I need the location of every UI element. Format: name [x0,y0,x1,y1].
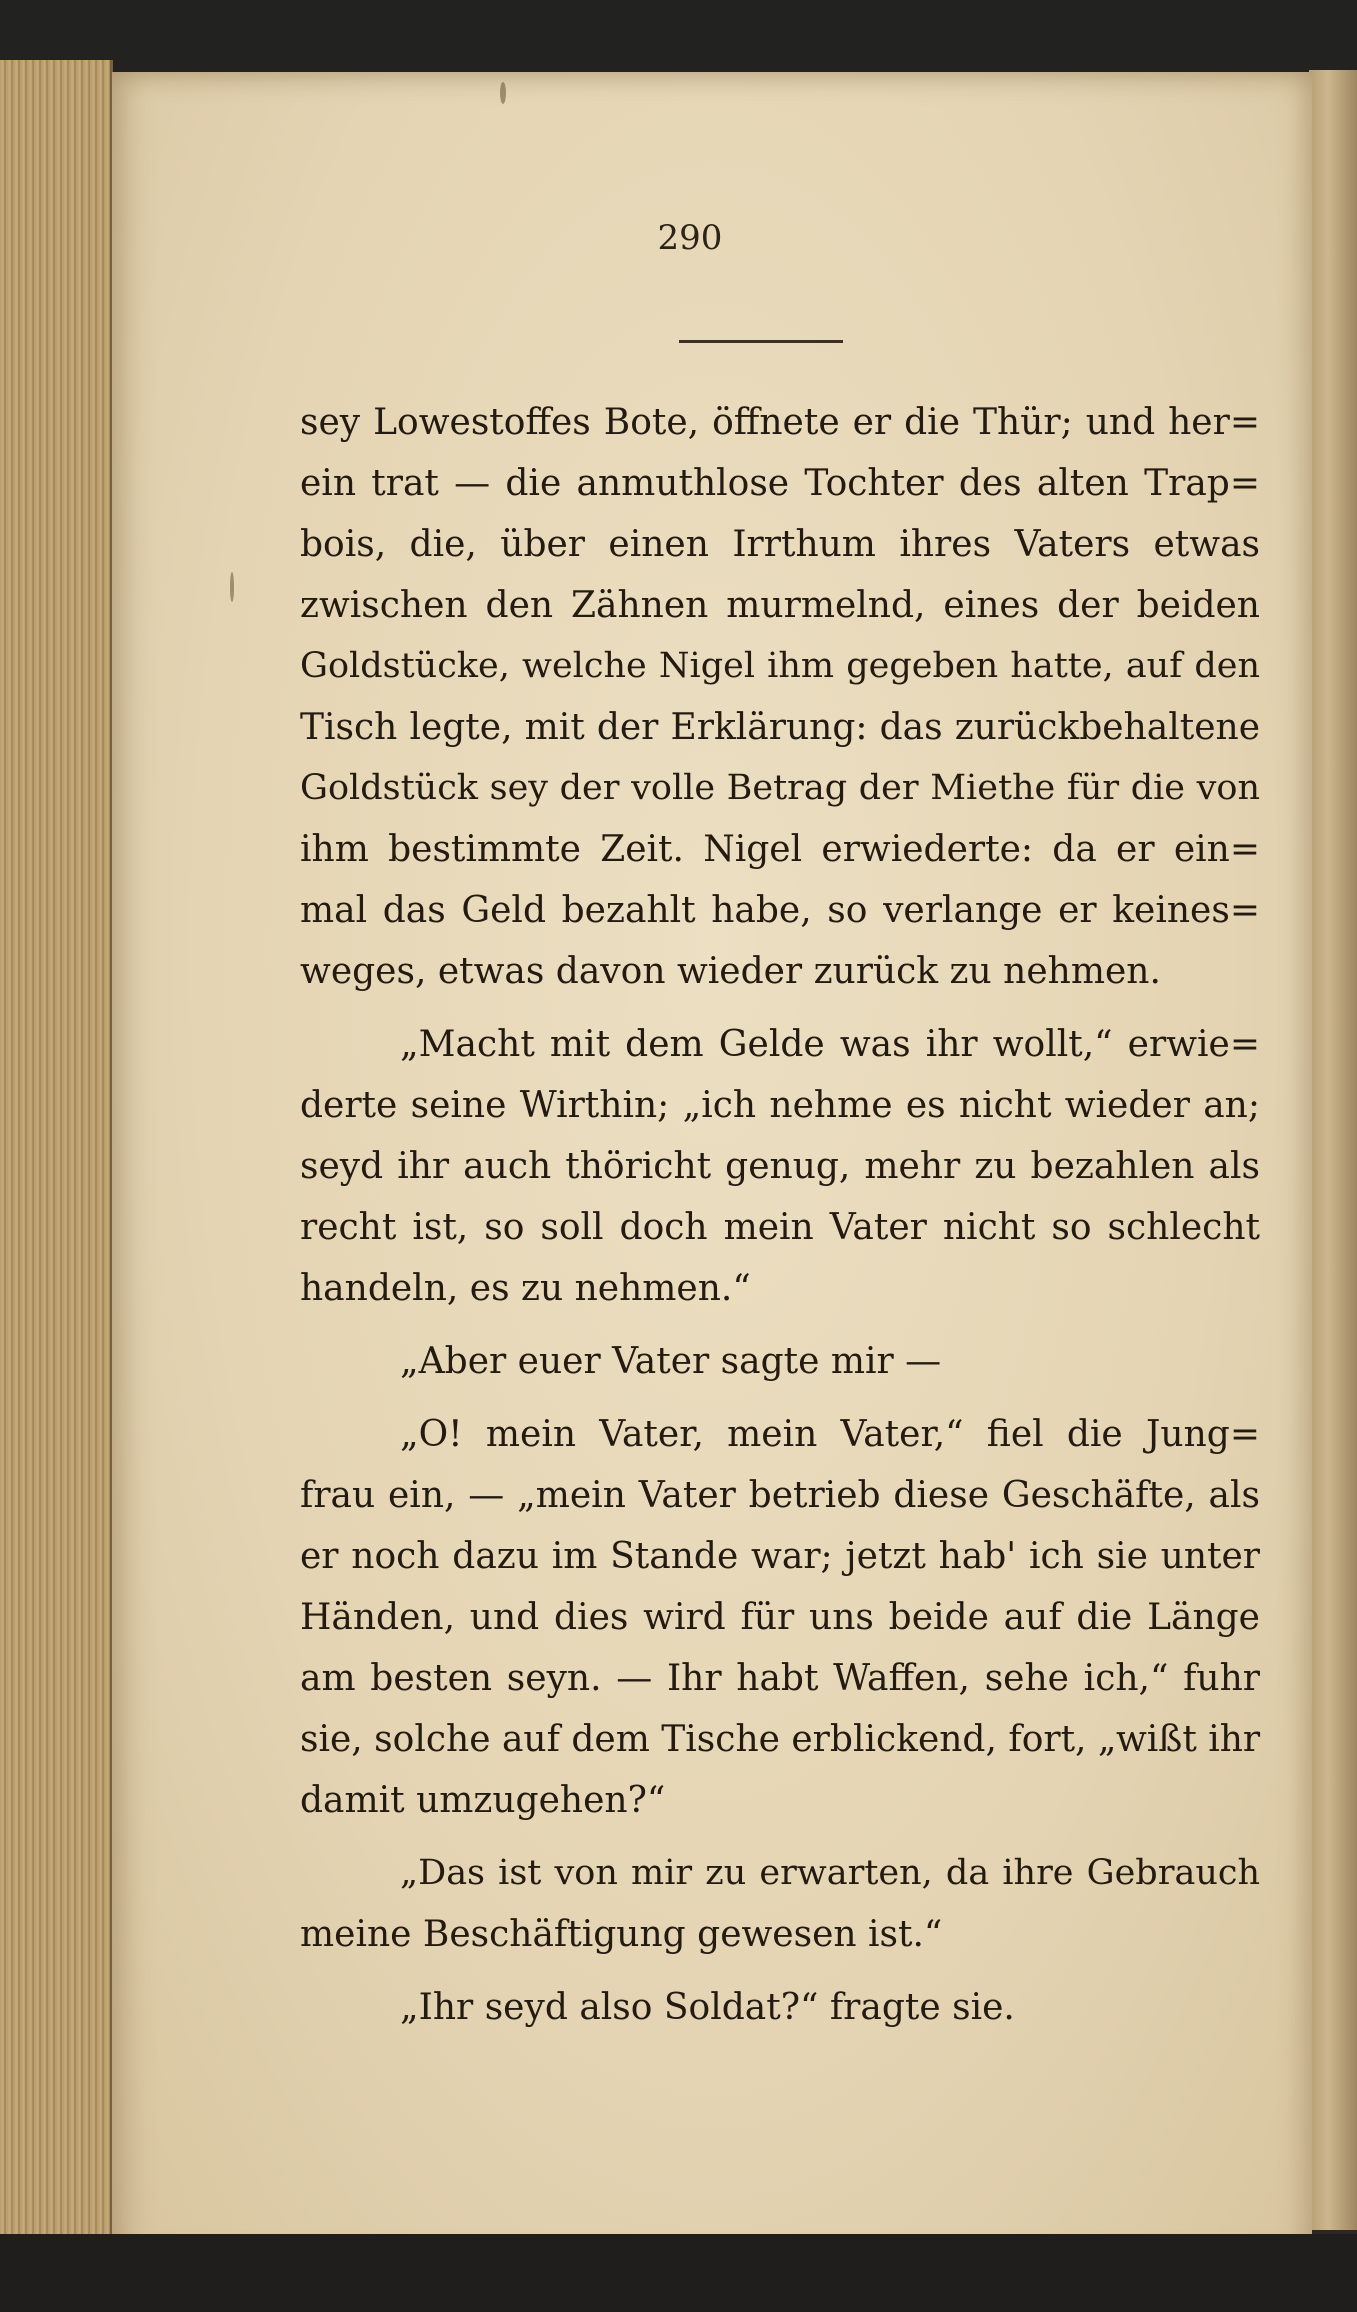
text-line: handeln, es zu nehmen.“ [300,1268,751,1309]
paragraph [300,1014,1260,1319]
text-line: meine Beschäftigung gewesen ist.“ [300,1914,943,1955]
header-rule [679,340,843,343]
text-line: ihm bestimmte Zeit. Nigel erwiederte: da er ein= [300,829,1260,870]
text-line: seyd ihr auch thöricht genug, mehr zu bezahlen als [300,1146,1260,1187]
paragraph [300,392,1260,1002]
text-line: Händen, und dies wird für uns beide auf die Länge [300,1597,1260,1638]
text-line: sey Lowestoffes Bote, öffnete er die Thür; und her= [300,402,1260,443]
text-line: „Aber euer Vater sagte mir — [400,1341,942,1382]
text-line: derte seine Wirthin; „ich nehme es nicht wieder an; [300,1085,1260,1126]
text-line: mal das Geld bezahlt habe, so verlange er keines= [300,890,1260,931]
text-line: weges, etwas davon wieder zurück zu nehmen. [300,951,1161,992]
scan-background-bottom [0,2234,1357,2312]
book-page-stack-left [0,60,113,2270]
book-page-edge-right [1309,70,1357,2230]
text-line: recht ist, so soll doch mein Vater nicht so schlecht [300,1207,1260,1248]
text-line: „Ihr seyd also Soldat?“ fragte sie. [400,1987,1015,2028]
text-line: Goldstück sey der volle Betrag der Miethe für die von [300,768,1260,808]
page-number: 290 [657,218,723,258]
paragraph [300,1404,1260,1831]
scan-background-top [0,0,1357,62]
text-line: ein trat — die anmuthlose Tochter des alten Trap= [300,463,1260,504]
text-line: Tisch legte, mit der Erklärung: das zurückbehaltene [300,707,1260,748]
body-text [300,392,1260,2038]
text-line: frau ein, — „mein Vater betrieb diese Geschäfte, als [300,1475,1260,1516]
ink-speck [230,572,234,602]
text-line: „Macht mit dem Gelde was ihr wollt,“ erwie= [400,1024,1260,1065]
text-line: damit umzugehen?“ [300,1780,666,1821]
ink-speck [500,82,506,104]
paragraph [300,1977,1260,2038]
paragraph [300,1331,1260,1392]
text-line: bois, die, über einen Irrthum ihres Vaters etwas [300,524,1260,565]
text-line: sie, solche auf dem Tische erblickend, fort, „wißt ihr [300,1719,1261,1760]
text-line: er noch dazu im Stande war; jetzt hab' ich sie unter [300,1536,1260,1577]
text-line: „O! mein Vater, mein Vater,“ fiel die Jung= [400,1414,1260,1455]
paragraph [300,1843,1260,1965]
text-line: Goldstücke, welche Nigel ihm gegeben hatte, auf den [300,646,1260,686]
text-line: zwischen den Zähnen murmelnd, eines der beiden [300,585,1260,626]
text-line: „Das ist von mir zu erwarten, da ihre Gebrauch [400,1853,1260,1893]
text-line: am besten seyn. — Ihr habt Waffen, sehe ich,“ fuhr [300,1658,1260,1699]
